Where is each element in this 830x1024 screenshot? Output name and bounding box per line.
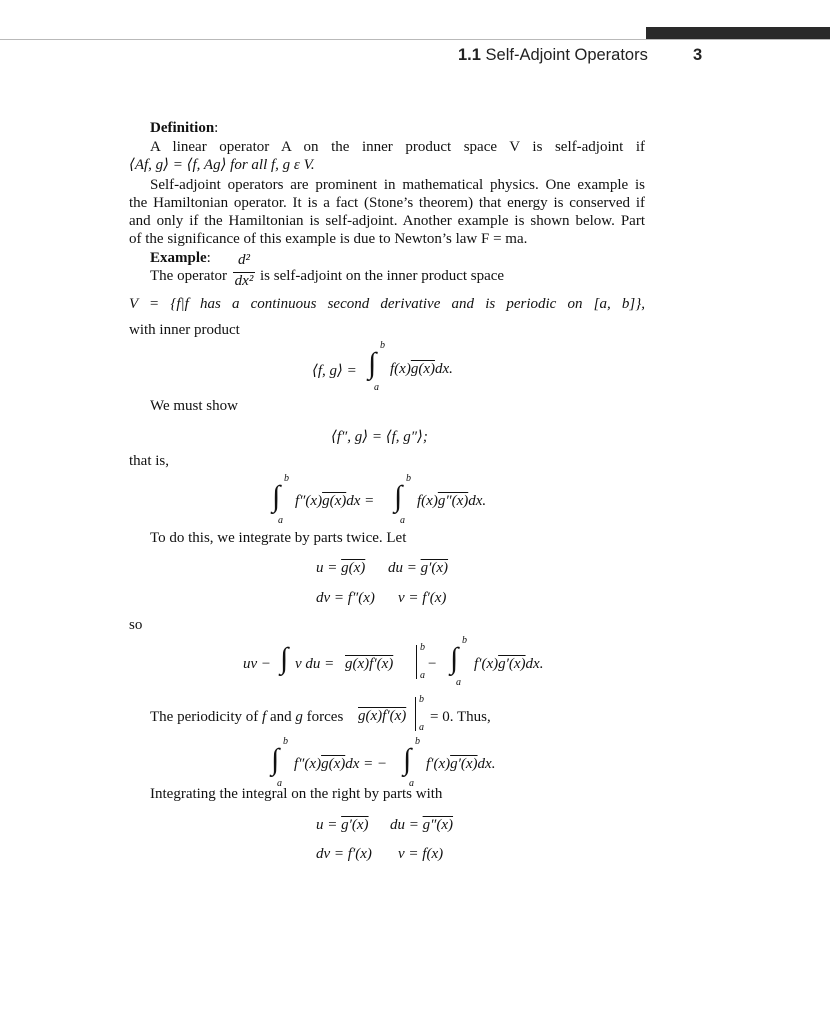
para1-line-3: and only if the Hamiltonian is self-adjoint. Another example is shown below. Part xyxy=(129,213,645,229)
inner-product-integral: ∫ b a xyxy=(368,340,385,393)
lhs-integral: ∫ b a xyxy=(272,473,289,526)
let1-row2-right: v = f′(x) xyxy=(398,590,447,606)
let1-row1-right: du = g′(x) xyxy=(388,560,449,576)
definition-line-2: ⟨Af, g⟩ = ⟨f, Ag⟩ for all f, g ε V. xyxy=(129,157,315,173)
example-heading: Example: xyxy=(150,250,211,266)
with-inner-product: with inner product xyxy=(129,322,240,338)
thus-lhs-integrand: f″(x)g(x)dx = − xyxy=(294,756,388,772)
header-rule xyxy=(0,39,830,40)
rhs-integrand: f(x)g″(x)dx. xyxy=(417,493,487,509)
parts-integral-1: ∫ xyxy=(280,642,289,675)
let2-row2-left: dv = f′(x) xyxy=(316,846,372,862)
to-do-this: To do this, we integrate by parts twice. Let xyxy=(150,530,407,546)
periodicity-suffix: = 0. Thus, xyxy=(430,709,491,725)
periodicity-boundary: g(x)f′(x) xyxy=(358,708,407,724)
para1-line-1: Self-adjoint operators are prominent in mathematical physics. One example is xyxy=(150,177,645,193)
operator-prefix: The operator xyxy=(150,268,228,284)
parts-left: uv − xyxy=(243,656,272,672)
periodicity-eval-bar xyxy=(415,697,416,731)
so: so xyxy=(129,617,143,633)
let2-row1-left: u = g′(x) xyxy=(316,817,369,833)
para1-line-2: the Hamiltonian operator. It is a fact (Stone’s theorem) that energy is conserved if xyxy=(129,195,645,211)
para1-line-4: of the significance of this example is due to Newton’s law F = ma. xyxy=(129,231,528,247)
parts-integral-2: ∫ b a xyxy=(450,635,467,688)
thus-rhs-integral: ∫ b a xyxy=(403,736,420,789)
inner-product-integrand: f(x)g(x)dx. xyxy=(390,361,453,377)
let1-row1-left: u = g(x) xyxy=(316,560,366,576)
that-is: that is, xyxy=(129,453,169,469)
section-title: Self-Adjoint Operators xyxy=(485,46,648,64)
let1-row2-left: dv = f″(x) xyxy=(316,590,375,606)
inner-product-lhs: ⟨f, g⟩ = xyxy=(312,363,357,379)
thus-lhs-integral: ∫ b a xyxy=(271,736,288,789)
lhs-integrand: f″(x)g(x)dx = xyxy=(295,493,375,509)
parts-minus: − xyxy=(428,656,437,672)
space-definition: V = {f|f has a continuous second derivative and is periodic on [a, b]}, xyxy=(129,296,645,312)
definition-heading: Definition: xyxy=(150,120,219,136)
rhs-integral: ∫ b a xyxy=(394,473,411,526)
thus-rhs-integrand: f′(x)g′(x)dx. xyxy=(426,756,496,772)
header-dark-bar xyxy=(646,27,830,39)
operator-denominator: dx² xyxy=(234,273,254,289)
show-equation: ⟨f″, g⟩ = ⟨f, g″⟩; xyxy=(331,429,428,445)
operator-numerator: d² xyxy=(238,252,250,268)
operator-suffix: is self-adjoint on the inner product space xyxy=(260,268,505,284)
integrating-line: Integrating the integral on the right by parts with xyxy=(150,786,443,802)
parts-mid: v du = xyxy=(295,656,335,672)
running-head xyxy=(458,46,648,65)
parts-boundary: g(x)f′(x) xyxy=(345,656,394,672)
page-number: 3 xyxy=(693,46,703,64)
periodicity-prefix: The periodicity of f and g forces xyxy=(150,709,344,725)
we-must-show: We must show xyxy=(150,398,238,414)
let2-row1-right: du = g″(x) xyxy=(390,817,454,833)
parts-integrand: f′(x)g′(x)dx. xyxy=(474,656,544,672)
section-number: 1.1 xyxy=(458,46,481,64)
definition-line-1: A linear operator A on the inner product space V is self-adjoint if xyxy=(150,139,645,155)
parts-eval-bar xyxy=(416,645,417,679)
let2-row2-right: v = f(x) xyxy=(398,846,444,862)
